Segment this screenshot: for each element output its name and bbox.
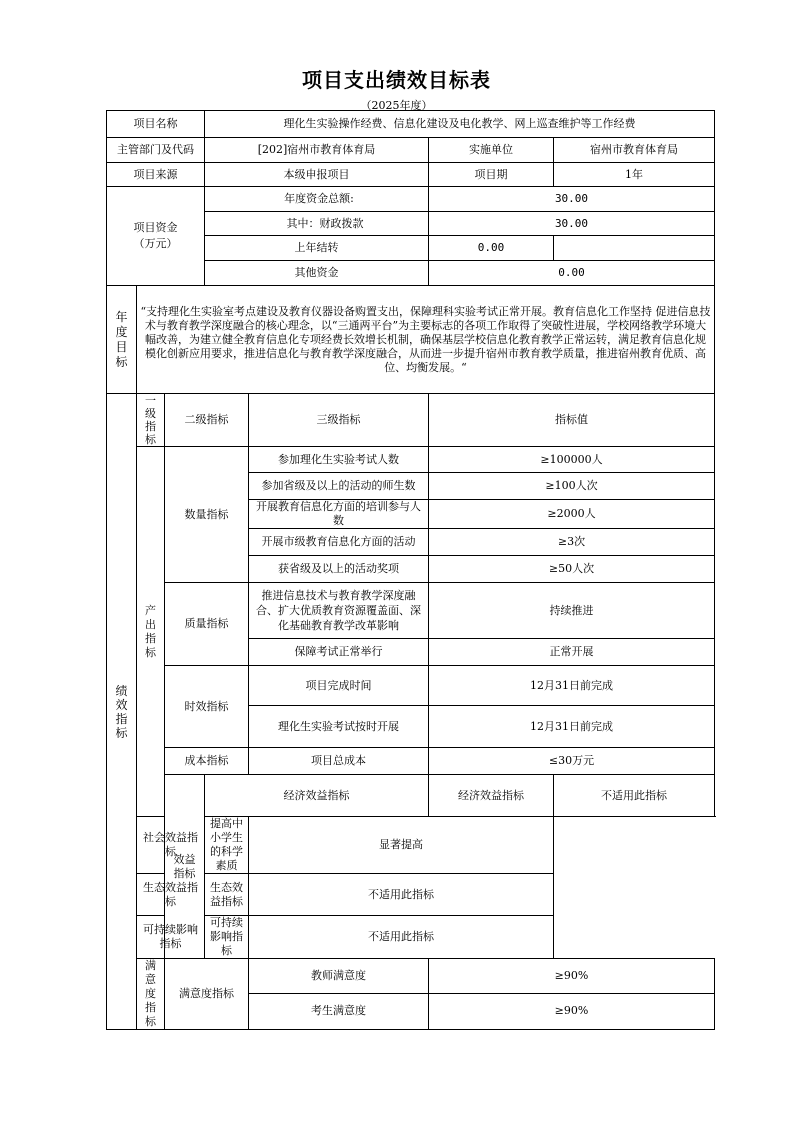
fund-value: 0.00 <box>429 236 554 261</box>
indicator-row <box>107 447 715 473</box>
benefit-l2-label: 生态效益指标 <box>137 874 205 916</box>
indicator-value: 不适用此指标 <box>249 874 554 916</box>
fiscal-year: （2025年度） <box>360 99 433 112</box>
indicator-value: ≥90% <box>429 959 715 994</box>
indicator-value: ≥100人次 <box>429 473 715 500</box>
period-label: 项目期 <box>429 163 554 187</box>
header-level2: 二级指标 <box>165 394 249 447</box>
indicator-row <box>107 775 715 817</box>
satisfaction-label: 满意 度指 标 <box>137 959 165 1030</box>
implementer-label: 实施单位 <box>429 138 554 163</box>
indicator-value: 持续推进 <box>429 583 715 639</box>
satisfaction-l2-label: 满意度指标 <box>165 959 249 1030</box>
perf-header-row <box>107 394 715 447</box>
indicator-name: 理化生实验考试按时开展 <box>249 706 429 748</box>
indicator-value: 显著提高 <box>249 817 554 874</box>
implementer-value: 宿州市教育体育局 <box>554 138 715 163</box>
indicator-name: 参加理化生实验考试人数 <box>249 447 429 473</box>
benefit-label: 效益 指标 <box>165 775 205 959</box>
fund-value: 0.00 <box>429 261 715 286</box>
fund-value: 30.00 <box>429 212 715 236</box>
benefit-l2-label: 经济效益指标 <box>205 775 429 817</box>
indicator-row <box>107 748 715 775</box>
indicator-value: 不适用此指标 <box>554 775 715 817</box>
indicator-value: 不适用此指标 <box>249 916 554 959</box>
indicator-value: 12月31日前完成 <box>429 666 715 706</box>
indicator-value: ≥3次 <box>429 529 715 556</box>
goal-label: 年度 目标 <box>107 286 137 394</box>
indicator-name: 推进信息技术与教育教学深度融合、扩大优质教育资源覆盖面、深化基础教育教学改革影响 <box>249 583 429 639</box>
perf-label: 绩 效 指 标 <box>107 394 137 1030</box>
fund-value: 30.00 <box>429 187 715 212</box>
indicator-value: ≥100000人 <box>429 447 715 473</box>
indicator-name: 获省级及以上的活动奖项 <box>249 556 429 583</box>
indicator-value: 正常开展 <box>429 639 715 666</box>
source-row <box>107 163 715 187</box>
indicator-row <box>107 817 715 874</box>
indicator-row <box>107 583 715 639</box>
indicator-row <box>107 959 715 994</box>
fund-label: 年度资金总额: <box>205 187 429 212</box>
goal-row <box>107 286 715 394</box>
indicator-name: 保障考试正常举行 <box>249 639 429 666</box>
funds-label: 项目资金 （万元） <box>107 187 205 286</box>
benefit-l2-label: 社会效益指标 <box>137 817 205 874</box>
indicator-value: 12月31日前完成 <box>429 706 715 748</box>
indicator-name: 参加省级及以上的活动的师生数 <box>249 473 429 500</box>
performance-table <box>106 110 715 1030</box>
indicator-name: 项目完成时间 <box>249 666 429 706</box>
page-title: 项目支出绩效目标表 <box>302 68 491 92</box>
indicator-name: 生态效益指标 <box>205 874 249 916</box>
quality-label: 质量指标 <box>165 583 249 666</box>
output-label: 产出 指标 <box>137 447 165 817</box>
indicator-name: 考生满意度 <box>249 993 429 1029</box>
header-level3: 三级指标 <box>249 394 429 447</box>
indicator-name: 开展教育信息化方面的培训参与人数 <box>249 500 429 529</box>
source-value: 本级申报项目 <box>205 163 429 187</box>
project-name-label: 项目名称 <box>107 111 205 138</box>
header-level1: 一级 指标 <box>137 394 165 447</box>
indicator-name: 可持续影响指标 <box>205 916 249 959</box>
project-name-row <box>107 111 715 138</box>
cost-label: 成本指标 <box>165 748 249 775</box>
fund-label: 其他资金 <box>205 261 429 286</box>
project-name-value: 理化生实验操作经费、信息化建设及电化教学、网上巡查维护等工作经费 <box>205 111 715 138</box>
benefit-l2-label: 可持续影响指标 <box>137 916 205 959</box>
indicator-value: ≥90% <box>429 993 715 1029</box>
goal-text: “支持理化生实验室考点建设及教育仪器设备购置支出，保障理科实验考试正常开展。教育信息化工作坚持 促进信息技术与教育教学深度融合的核心理念，以“三通两平台”为主要标志的各项工作取得了突破性进展，学校网络教学环境大幅改善，为建立健全教育信息化专项经费长效增长机制，确保基层学校信息化教育教学正常运转，满足教育信息化规模化创新应用要求，推进信息化与教育教学深度融合，从而进一步提升宿州市教育教学质量，推进宿州教育优质、高位、均衡发展。“ <box>137 286 715 394</box>
department-value: [202]宿州市教育体育局 <box>205 138 429 163</box>
department-label: 主管部门及代码 <box>107 138 205 163</box>
fund-label: 其中：财政拨款 <box>205 212 429 236</box>
indicator-row <box>107 666 715 706</box>
indicator-name: 经济效益指标 <box>429 775 554 817</box>
indicator-value: ≤30万元 <box>429 748 715 775</box>
header-value: 指标值 <box>429 394 715 447</box>
indicator-name: 提高中小学生的科学素质 <box>205 817 249 874</box>
indicator-value: ≥2000人 <box>429 500 715 529</box>
indicator-value: ≥50人次 <box>429 556 715 583</box>
fund-row <box>107 187 715 212</box>
fund-label: 上年结转 <box>205 236 429 261</box>
indicator-name: 教师满意度 <box>249 959 429 994</box>
timeliness-label: 时效指标 <box>165 666 249 748</box>
quantity-label: 数量指标 <box>165 447 249 583</box>
indicator-name: 项目总成本 <box>249 748 429 775</box>
indicator-row <box>107 916 715 959</box>
period-value: 1年 <box>554 163 715 187</box>
source-label: 项目来源 <box>107 163 205 187</box>
fund-blank <box>554 236 715 261</box>
indicator-row <box>107 874 715 916</box>
indicator-name: 开展市级教育信息化方面的活动 <box>249 529 429 556</box>
department-row <box>107 138 715 163</box>
